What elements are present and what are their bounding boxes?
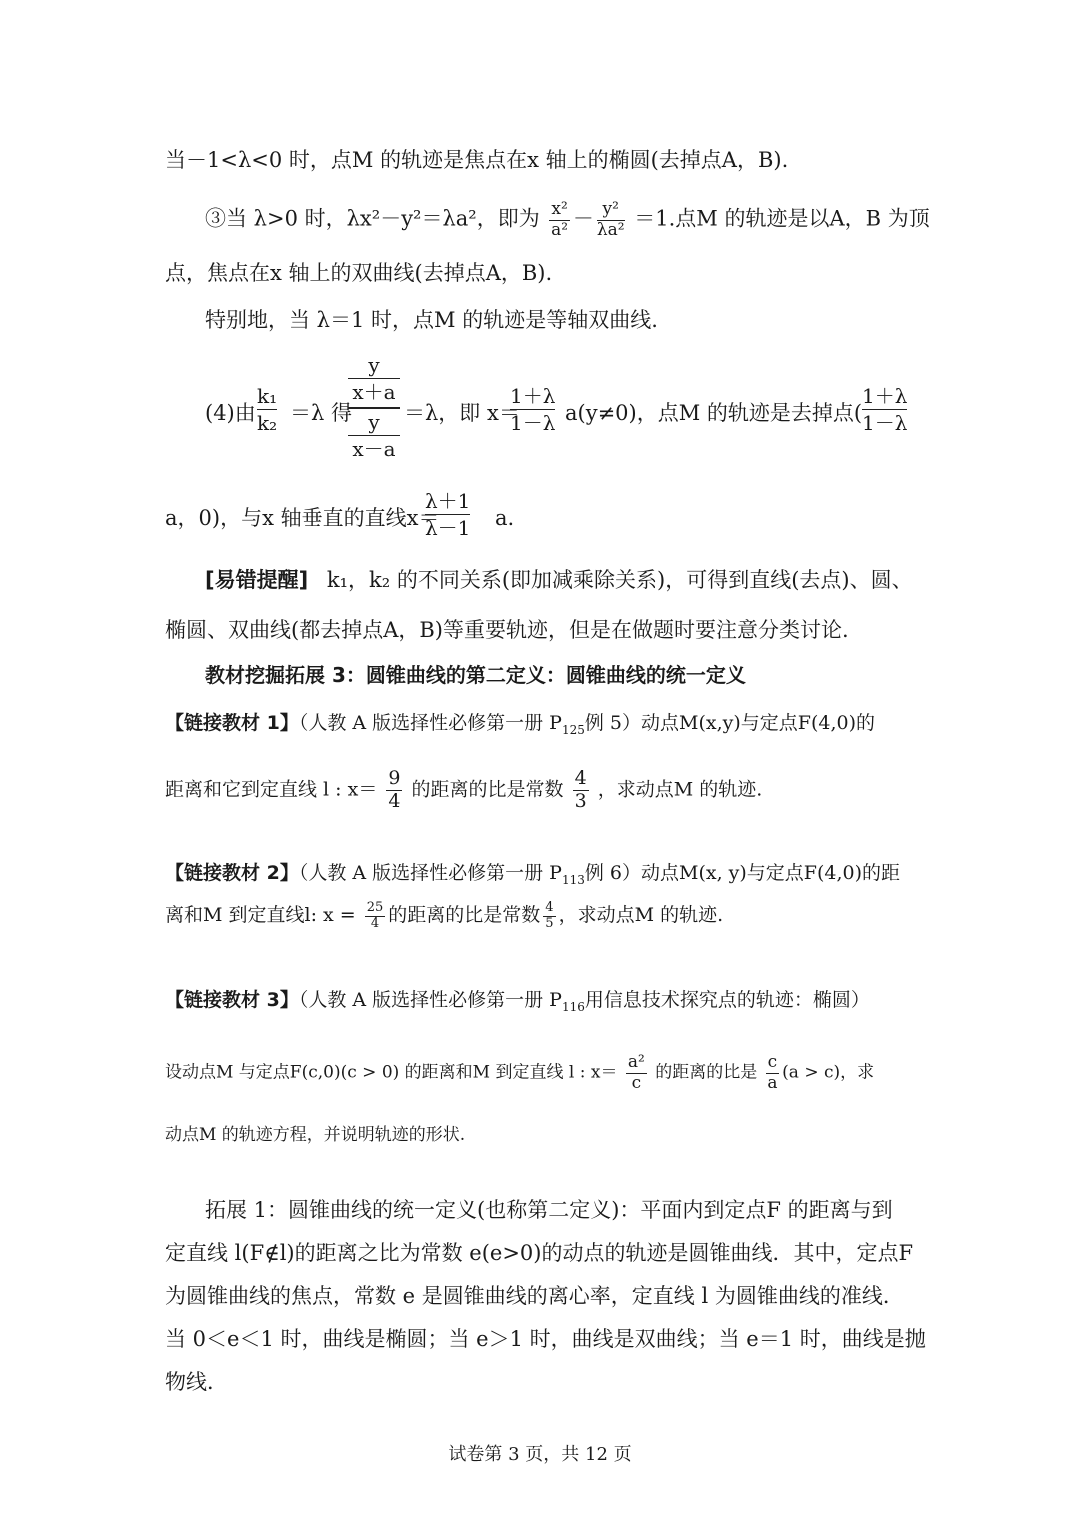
line-case-2: 当－1<λ<0 时，点M 的轨迹是焦点在x 轴上的椭圆(去掉点A，B). xyxy=(165,148,789,172)
extension-line2: 定直线 l(F∉l)的距离之比为常数 e(e>0)的动点的轨迹是圆锥曲线．其中，定点F xyxy=(165,1241,914,1265)
eq-mid: ＝λ，即 x＝ xyxy=(404,401,520,425)
case3-text-b: ＝1.点M 的轨迹是以A，B 为顶 xyxy=(634,206,930,231)
frac-num: x² xyxy=(551,199,568,219)
page-footer: 试卷第 3 页，共 12 页 xyxy=(448,1444,632,1465)
frac-num: 4 xyxy=(545,899,554,915)
frac-num: 1＋λ xyxy=(862,384,908,408)
frac-den: k₂ xyxy=(257,411,278,435)
case3-text-a: ③当 λ>0 时，λx²－y²＝λa²，即为 xyxy=(205,206,540,231)
frac-den: 5 xyxy=(545,915,554,931)
frac-num: k₁ xyxy=(257,384,278,408)
frac-den: λ－1 xyxy=(425,516,471,540)
link2-text: （人教 A 版选择性必修第一册 P xyxy=(298,862,562,884)
frac-x-value xyxy=(510,383,555,436)
link1-line1 xyxy=(165,708,875,745)
link3-text: （人教 A 版选择性必修第一册 P xyxy=(298,989,562,1011)
frac-vertical-line xyxy=(425,488,470,541)
reminder-line2: 椭圆、双曲线(都去掉点A，B)等重要轨迹，但是在做题时要注意分类讨论. xyxy=(165,618,849,642)
link1-text2b: 的距离的比是常数 xyxy=(411,778,564,801)
frac-num: a² xyxy=(627,1052,645,1072)
frac-4-5 xyxy=(543,901,555,932)
link3-line3: 动点M 的轨迹方程，并说明轨迹的形状. xyxy=(165,1125,466,1145)
compound-fraction xyxy=(348,352,400,462)
frac-num: λ＋1 xyxy=(425,489,471,513)
bot-den: x－a xyxy=(352,437,396,461)
link1-text-b: 例 5）动点M(x,y)与定点F(4,0)的 xyxy=(584,712,875,734)
extension-line1: 拓展 1：圆锥曲线的统一定义(也称第二定义)：平面内到定点F 的距离与到 xyxy=(205,1198,893,1222)
link3-text2a: 设动点M 与定点F(c,0)(c > 0) 的距离和M 到定直线 l : x＝ xyxy=(165,1062,618,1083)
frac-den: 3 xyxy=(574,789,587,812)
frac-den: a² xyxy=(551,219,569,240)
minus-sign: － xyxy=(572,206,594,231)
link1-page: 125 xyxy=(561,722,585,737)
frac-num: 25 xyxy=(366,899,384,915)
frac-9-4 xyxy=(386,768,402,813)
frac-num: y² xyxy=(597,200,625,221)
link3-line1 xyxy=(165,985,870,1022)
link1-text2a: 距离和它到定直线 l : x＝ xyxy=(165,778,378,801)
link1-line2 xyxy=(165,768,762,813)
section-heading: 教材挖掘拓展 3：圆锥曲线的第二定义：圆锥曲线的统一定义 xyxy=(205,663,746,687)
link1-text2c: ，求动点M 的轨迹. xyxy=(597,778,763,801)
link1-label: 【链接教材 1】 xyxy=(165,712,299,734)
frac-point xyxy=(862,383,907,436)
link1-text: （人教 A 版选择性必修第一册 P xyxy=(298,712,562,734)
reminder-line1 xyxy=(205,565,913,595)
link3-text2b: 的距离的比是 xyxy=(655,1062,758,1083)
link3-line2 xyxy=(165,1053,874,1093)
after-x: a(y≠0)，点M 的轨迹是去掉点( xyxy=(565,401,863,425)
part4-line2-b: a. xyxy=(495,506,515,530)
link2-page: 113 xyxy=(561,872,585,887)
frac-num: 1＋λ xyxy=(510,384,556,408)
frac-x2-a2 xyxy=(549,200,569,240)
frac-den: a xyxy=(767,1072,778,1093)
part4-lead: (4)由 xyxy=(205,401,256,425)
link2-text2b: 的距离的比是常数 xyxy=(388,904,541,926)
frac-a2-c xyxy=(626,1053,647,1093)
line-case-3-cont: 点，焦点在x 轴上的双曲线(去掉点A，B). xyxy=(165,261,553,285)
link3-text2c: (a > c)，求 xyxy=(782,1062,875,1083)
frac-c-a xyxy=(766,1053,780,1093)
frac-y2-la2 xyxy=(597,200,625,240)
reminder-text: k₁，k₂ 的不同关系(即加减乘除关系)，可得到直线(去点)、圆、 xyxy=(326,568,913,592)
eq-lambda: ＝λ 得 xyxy=(290,401,352,425)
frac-num: 9 xyxy=(388,767,401,789)
frac-den: 1－λ xyxy=(510,411,556,435)
frac-den: 4 xyxy=(370,915,380,931)
line-case-3 xyxy=(205,200,930,240)
link3-page: 116 xyxy=(561,999,585,1014)
frac-den: 4 xyxy=(388,789,401,812)
link2-line1 xyxy=(165,858,900,895)
frac-num: c xyxy=(767,1052,778,1072)
link2-text-b: 例 6）动点M(x, y)与定点F(4,0)的距 xyxy=(584,862,901,884)
extension-line3: 为圆锥曲线的焦点，常数 e 是圆锥曲线的离心率，定直线 l 为圆锥曲线的准线． xyxy=(165,1284,904,1308)
frac-den: 1－λ xyxy=(862,411,908,435)
extension-line4: 当 0＜e＜1 时，曲线是椭圆；当 e＞1 时，曲线是双曲线；当 e＝1 时，曲线是抛 xyxy=(165,1327,926,1351)
link2-label: 【链接教材 2】 xyxy=(165,862,299,884)
extension-line5: 物线． xyxy=(165,1370,228,1394)
reminder-label: [易错提醒] xyxy=(205,568,309,592)
frac-25-4 xyxy=(365,901,386,932)
link2-text2c: ，求动点M 的轨迹. xyxy=(558,904,724,926)
link2-line2 xyxy=(165,900,723,931)
line-special-case: 特别地，当 λ＝1 时，点M 的轨迹是等轴双曲线. xyxy=(205,308,658,332)
frac-num: 4 xyxy=(574,767,587,789)
frac-den: λa² xyxy=(596,219,625,240)
frac-4-3 xyxy=(573,768,589,813)
top-den: x＋a xyxy=(352,380,396,404)
bot-num: y xyxy=(368,410,380,434)
part4-line2-a: a，0)，与x 轴垂直的直线x＝ xyxy=(165,506,440,530)
frac-den: c xyxy=(631,1072,642,1093)
link2-text2a: 离和M 到定直线l: x = xyxy=(165,904,356,926)
link3-text-b: 用信息技术探究点的轨迹：椭圆） xyxy=(584,989,870,1011)
frac-k1-k2 xyxy=(257,383,277,436)
link3-label: 【链接教材 3】 xyxy=(165,989,299,1011)
top-num: y xyxy=(368,353,380,377)
